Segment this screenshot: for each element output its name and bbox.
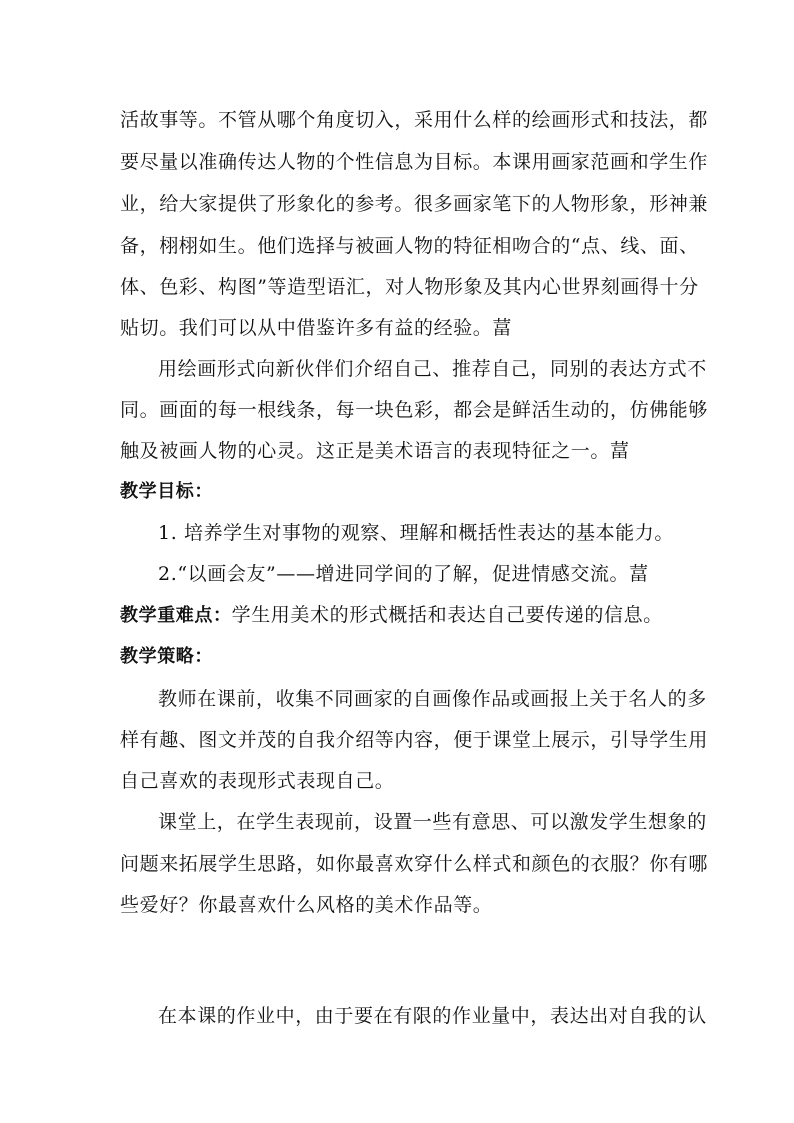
goal-item: 2.“以画会友”——增进同学间的了解，促进情感交流。葍 bbox=[158, 563, 649, 585]
paragraph-line: 同。画面的每一根线条，每一块色彩，都会是鲜活生动的，仿佛能够 bbox=[120, 399, 709, 421]
paragraph-line: 贴切。我们可以从中借鉴许多有益的经验。葍 bbox=[120, 317, 513, 339]
goal-item: 1. 培养学生对事物的观察、理解和概括性表达的基本能力。 bbox=[158, 522, 674, 544]
key-points-text: 学生用美术的形式概括和表达自己要传递的信息。 bbox=[231, 604, 663, 626]
paragraph-line: 教师在课前，收集不同画家的自画像作品或画报上关于名人的多 bbox=[158, 688, 707, 710]
paragraph-line: 自己喜欢的表现形式表现自己。 bbox=[120, 770, 395, 792]
paragraph-line: 问题来拓展学生思路，如你最喜欢穿什么样式和颜色的衣服？你有哪 bbox=[120, 853, 709, 875]
key-points-label: 教学重难点： bbox=[120, 605, 232, 626]
goals-heading: 教学目标： bbox=[120, 481, 213, 502]
key-points-line bbox=[120, 603, 663, 628]
paragraph-line: 活故事等。不管从哪个角度切入，采用什么样的绘画形式和技法，都 bbox=[120, 109, 709, 131]
strategy-heading: 教学策略： bbox=[120, 646, 213, 667]
paragraph-line: 课堂上，在学生表现前，设置一些有意思、可以激发学生想象的 bbox=[158, 811, 707, 833]
paragraph-line: 些爱好？你最喜欢什么风格的美术作品等。 bbox=[120, 894, 493, 916]
paragraph-line: 业，给大家提供了形象化的参考。很多画家笔下的人物形象，形神兼 bbox=[120, 193, 709, 215]
paragraph-line: 要尽量以准确传达人物的个性信息为目标。本课用画家范画和学生作 bbox=[120, 151, 709, 173]
paragraph-line: 用绘画形式向新伙伴们介绍自己、推荐自己，同别的表达方式不 bbox=[158, 358, 707, 380]
paragraph-line: 样有趣、图文并茂的自我介绍等内容，便于课堂上展示，引导学生用 bbox=[120, 729, 709, 751]
paragraph-line: 备，栩栩如生。他们选择与被画人物的特征相吻合的“点、线、面、 bbox=[120, 235, 699, 257]
paragraph-line: 体、色彩、构图”等造型语汇，对人物形象及其内心世界刻画得十分 bbox=[120, 276, 699, 298]
paragraph-line: 在本课的作业中，由于要在有限的作业量中，表达出对自我的认 bbox=[158, 1005, 707, 1027]
paragraph-line: 触及被画人物的心灵。这正是美术语言的表现特征之一。葍 bbox=[120, 440, 630, 462]
